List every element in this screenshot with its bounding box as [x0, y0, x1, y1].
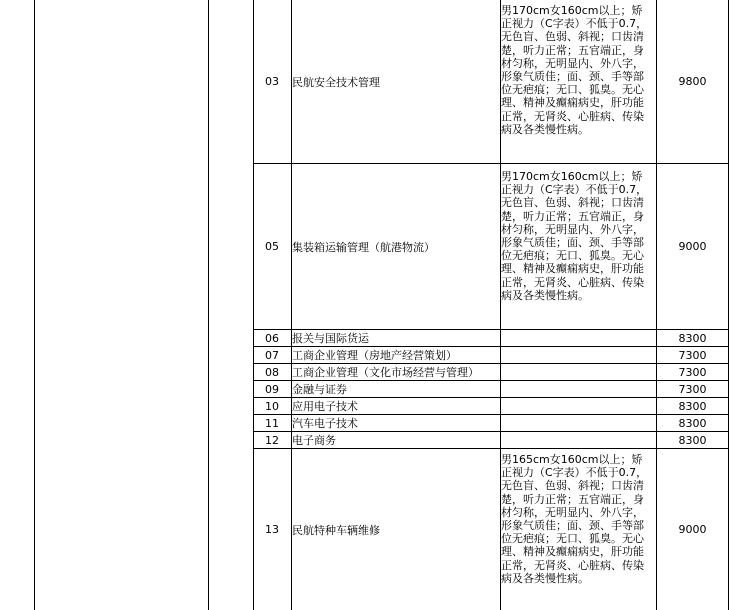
major-code: 08: [265, 365, 279, 379]
fee-cell: [656, 432, 729, 448]
major-code-cell: [253, 164, 291, 329]
requirement-cell: [500, 432, 656, 448]
major-name-cell: [291, 432, 500, 448]
fee-cell: [656, 381, 729, 397]
table-row: [253, 0, 729, 163]
major-name-cell: [291, 0, 500, 163]
major-code: 03: [265, 75, 279, 88]
major-code: 13: [265, 523, 279, 536]
major-code: 07: [265, 348, 279, 362]
table-row: [253, 414, 729, 431]
major-name-cell: [291, 164, 500, 329]
fee-value: 9000: [678, 523, 707, 536]
column-divider: [34, 0, 35, 610]
requirement-text: 男170cm女160cm以上；矫正视力（C字表）不低于0.7，无色盲、色弱、斜视；口齿清楚，听力正常；五官端正，身材匀称，无明显内、外八字，形象气质佳；面、颈、手等部位无疤痕；无口、狐臭。无心理、精神及癫痫病史，肝功能正常，无肾炎、心脏病、传染病及各类慢性病。: [501, 170, 648, 302]
requirement-cell: [500, 164, 656, 329]
fee-cell: [656, 330, 729, 346]
major-name: 汽车电子技术: [292, 417, 358, 430]
major-code: 05: [265, 240, 279, 253]
major-code-cell: [253, 449, 291, 610]
major-name: 工商企业管理（文化市场经营与管理）: [292, 366, 479, 379]
requirement-cell: [500, 449, 656, 610]
major-name: 应用电子技术: [292, 400, 358, 413]
requirement-cell: [500, 364, 656, 380]
fee-value: 8300: [678, 331, 707, 345]
fee-cell: [656, 398, 729, 414]
fee-value: 9800: [678, 75, 707, 88]
major-code-cell: [253, 415, 291, 431]
major-code-cell: [253, 381, 291, 397]
table-row: [253, 448, 729, 610]
fee-value: 8300: [678, 416, 707, 430]
major-name: 工商企业管理（房地产经营策划）: [292, 349, 457, 362]
fee-value: 8300: [678, 433, 707, 447]
fee-cell: [656, 0, 729, 163]
fee-cell: [656, 364, 729, 380]
major-name: 集装箱运输管理（航港物流）: [292, 240, 435, 254]
major-code-cell: [253, 364, 291, 380]
major-code-cell: [253, 432, 291, 448]
major-code-cell: [253, 398, 291, 414]
major-name-cell: [291, 330, 500, 346]
requirement-text: 男170cm女160cm以上；矫正视力（C字表）不低于0.7，无色盲、色弱、斜视；口齿清楚，听力正常；五官端正，身材匀称，无明显内、外八字，形象气质佳；面、颈、手等部位无疤痕；无口、狐臭。无心理、精神及癫痫病史，肝功能正常，无肾炎、心脏病、传染病及各类慢性病。: [501, 4, 648, 136]
table-row: [253, 346, 729, 363]
major-code: 12: [265, 433, 279, 447]
requirement-cell: [500, 398, 656, 414]
table-row: [253, 329, 729, 346]
fee-value: 7300: [678, 382, 707, 396]
major-name: 电子商务: [292, 434, 336, 447]
fee-value: 9000: [678, 240, 707, 253]
major-code: 06: [265, 331, 279, 345]
requirement-cell: [500, 347, 656, 363]
fee-cell: [656, 164, 729, 329]
major-code-cell: [253, 347, 291, 363]
major-code: 11: [265, 416, 279, 430]
table-row: [253, 431, 729, 448]
fee-cell: [656, 347, 729, 363]
fee-value: 8300: [678, 399, 707, 413]
major-name: 民航特种车辆维修: [292, 523, 380, 537]
major-code-cell: [253, 0, 291, 163]
major-code: 10: [265, 399, 279, 413]
table-row: [253, 363, 729, 380]
major-name: 金融与证券: [292, 383, 347, 396]
major-name-cell: [291, 398, 500, 414]
fee-cell: [656, 449, 729, 610]
table-row: [253, 163, 729, 329]
major-name: 报关与国际货运: [292, 332, 369, 345]
fee-cell: [656, 415, 729, 431]
major-name-cell: [291, 449, 500, 610]
major-name-cell: [291, 347, 500, 363]
major-name-cell: [291, 381, 500, 397]
column-divider: [208, 0, 209, 610]
major-name: 民航安全技术管理: [292, 75, 380, 89]
major-name-cell: [291, 415, 500, 431]
table-row: [253, 380, 729, 397]
requirement-cell: [500, 381, 656, 397]
requirement-text: 男165cm女160cm以上；矫正视力（C字表）不低于0.7，无色盲、色弱、斜视；口齿清楚，听力正常；五官端正，身材匀称，无明显内、外八字，形象气质佳；面、颈、手等部位无疤痕；无口、狐臭。无心理、精神及癫痫病史，肝功能正常，无肾炎、心脏病、传染病及各类慢性病。: [501, 453, 648, 585]
requirement-cell: [500, 415, 656, 431]
table-row: [253, 397, 729, 414]
major-code: 09: [265, 382, 279, 396]
requirement-cell: [500, 330, 656, 346]
fee-value: 7300: [678, 365, 707, 379]
requirement-cell: [500, 0, 656, 163]
major-code-cell: [253, 330, 291, 346]
major-name-cell: [291, 364, 500, 380]
fee-value: 7300: [678, 348, 707, 362]
